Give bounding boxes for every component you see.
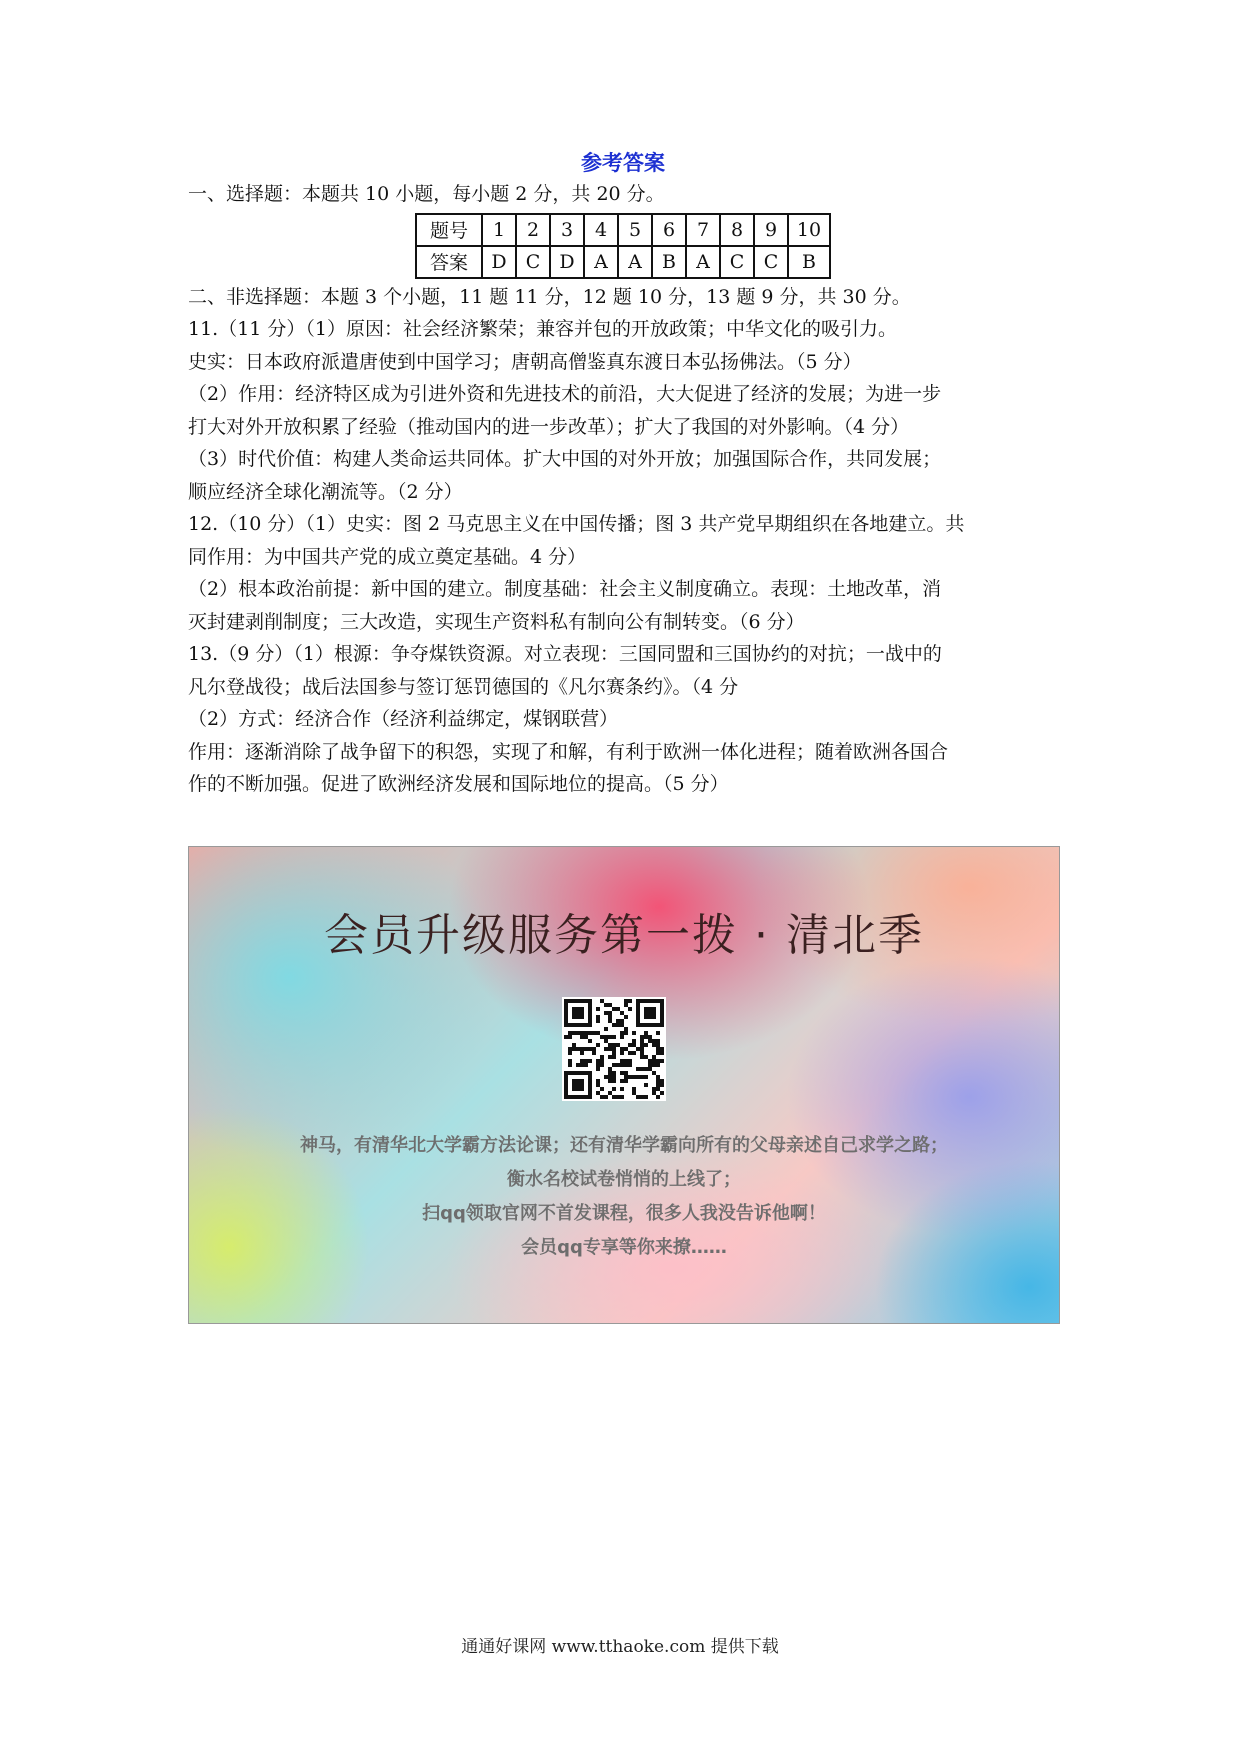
table-cell: 5 — [618, 214, 652, 246]
table-cell: 3 — [550, 214, 584, 246]
text-line: 史实：日本政府派遣唐使到中国学习；唐朝高僧鉴真东渡日本弘扬佛法。（5 分） — [188, 350, 862, 373]
text-line: 同作用：为中国共产党的成立奠定基础。4 分） — [188, 545, 587, 568]
page-title: 参考答案 — [581, 150, 665, 175]
banner-title: 会员升级服务第一拨 · 清北季 — [324, 910, 924, 961]
banner-line: 衡水名校试卷悄悄的上线了； — [507, 1169, 741, 1190]
table-cell: 6 — [652, 214, 686, 246]
table-cell: B — [788, 246, 830, 278]
table-cell: D — [482, 246, 516, 278]
table-cell: 8 — [720, 214, 754, 246]
text-line: 13.（9 分）（1）根源：争夺煤铁资源。对立表现：三国同盟和三国协约的对抗；一战中的 — [188, 643, 942, 665]
table-row-answers — [416, 246, 830, 278]
text-line: 凡尔登战役；战后法国参与签订惩罚德国的《凡尔赛条约》。（4 分 — [188, 675, 739, 698]
text-line: 灭封建剥削制度；三大改造，实现生产资料私有制向公有制转变。（6 分） — [188, 610, 805, 633]
text-line: 顺应经济全球化潮流等。（2 分） — [188, 480, 463, 503]
section-choice-heading: 一、选择题：本题共 10 小题，每小题 2 分，共 20 分。 — [188, 183, 665, 205]
promo-banner[interactable] — [188, 846, 1060, 1324]
table-cell: A — [686, 246, 720, 278]
text-line: 二、非选择题：本题 3 个小题，11 题 11 分，12 题 10 分，13 题 9 分，共 30 分。 — [188, 285, 911, 308]
table-cell: 9 — [754, 214, 788, 246]
table-answer-label: 答案 — [416, 246, 482, 278]
text-line: （2）根本政治前提：新中国的建立。制度基础：社会主义制度确立。表现：土地改革，消 — [188, 578, 942, 600]
banner-text — [189, 1129, 1059, 1265]
table-cell: 1 — [482, 214, 516, 246]
text-line: （2）作用：经济特区成为引进外资和先进技术的前沿，大大促进了经济的发展；为进一步 — [188, 383, 942, 405]
text-line: 12.（10 分）（1）史实：图 2 马克思主义在中国传播；图 3 共产党早期组织在各地建立。共 — [188, 513, 965, 535]
table-row-numbers — [416, 214, 830, 246]
table-head-label: 题号 — [416, 214, 482, 246]
banner-line: 会员qq专享等你来撩…… — [521, 1237, 727, 1258]
table-cell: A — [584, 246, 618, 278]
text-line: 作的不断加强。促进了欧洲经济发展和国际地位的提高。（5 分） — [188, 773, 729, 795]
table-cell: C — [754, 246, 788, 278]
banner-line: 扫qq领取官网不首发课程，很多人我没告诉他啊！ — [422, 1203, 826, 1224]
text-line: 打大对外开放积累了经验（推动国内的进一步改革）；扩大了我国的对外影响。（4 分） — [188, 415, 910, 438]
table-cell: B — [652, 246, 686, 278]
text-line: （3）时代价值：构建人类命运共同体。扩大中国的对外开放；加强国际合作，共同发展； — [188, 448, 942, 470]
table-cell: 7 — [686, 214, 720, 246]
text-line: 11.（11 分）（1）原因：社会经济繁荣；兼容并包的开放政策；中华文化的吸引力。 — [188, 318, 898, 340]
table-cell: 10 — [788, 214, 830, 246]
qr-code-icon[interactable] — [562, 997, 666, 1101]
table-cell: C — [516, 246, 550, 278]
page-footer: 通通好课网 www.tthaoke.com 提供下载 — [461, 1637, 779, 1657]
table-cell: A — [618, 246, 652, 278]
table-cell: C — [720, 246, 754, 278]
answer-document — [188, 150, 1058, 801]
text-line: （2）方式：经济合作（经济利益绑定，煤钢联营） — [188, 708, 619, 730]
table-cell: 4 — [584, 214, 618, 246]
table-cell: 2 — [516, 214, 550, 246]
table-cell: D — [550, 246, 584, 278]
text-line: 作用：逐渐消除了战争留下的积怨，实现了和解，有利于欧洲一体化进程；随着欧洲各国合 — [188, 740, 949, 763]
answer-table — [415, 213, 831, 279]
banner-line: 神马，有清华北大学霸方法论课；还有清华学霸向所有的父母亲述自己求学之路； — [300, 1135, 948, 1156]
